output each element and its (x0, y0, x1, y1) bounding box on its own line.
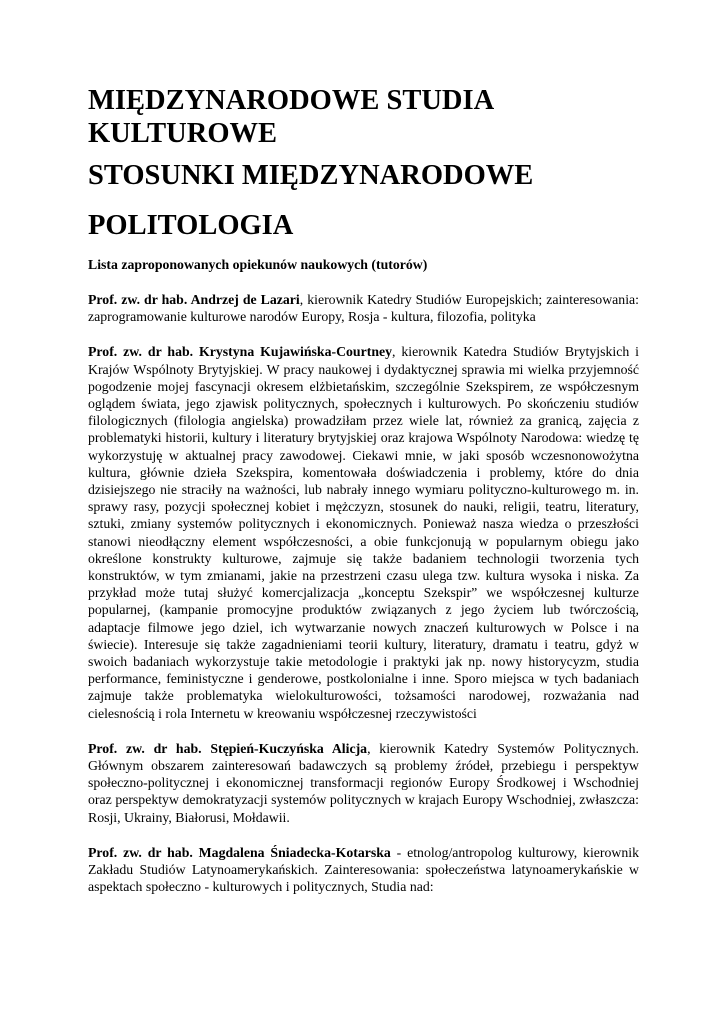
heading-international-relations: STOSUNKI MIĘDZYNARODOWE (88, 160, 534, 191)
tutor-name: Prof. zw. dr hab. Magdalena Śniadecka-Kotarska (88, 844, 391, 860)
tutors-list-title: Lista zaproponowanych opiekunów naukowych (tutorów) (88, 257, 428, 272)
tutor-entry-de-lazari (88, 291, 639, 325)
tutor-name: Prof. zw. dr hab. Krystyna Kujawińska-Courtney (88, 344, 393, 360)
tutor-name: Prof. zw. dr hab. Stępień-Kuczyńska Alicja (88, 740, 368, 756)
tutor-name: Prof. zw. dr hab. Andrzej de Lazari (88, 292, 300, 307)
tutor-entry-sniadecka-kotarska (88, 844, 639, 896)
tutor-entry-stepien-kuczynska (88, 740, 639, 826)
tutor-entry-kujawinska-courtney (88, 343, 639, 721)
heading-political-science: POLITOLOGIA (88, 210, 294, 241)
tutor-description: , kierownik Katedry Systemów Politycznych. Głównym obszarem zainteresowań badawczych są problemy źródeł, przebiegu i perspektyw społeczno-politycznej i ekonomicznej transformacji regionów Europy Środkowej i Wschodniej oraz perspektyw demokratyzacji systemów politycznych w krajach Europy Wschodniej, zwłaszcza: Rosji, Ukrainy, Białorusi, Mołdawii. (88, 740, 639, 825)
tutor-description: - etnolog/antropolog kulturowy, kierownik Zakładu Studiów Latynoamerykańskich. Zainteresowania: społeczeństwa latynoamerykańskie w aspektach społeczno - kulturowych i politycznych, Studia nad: (88, 844, 639, 895)
heading-international-cultural-studies: MIĘDZYNARODOWE STUDIA KULTUROWE (88, 85, 493, 149)
tutor-description: , kierownik Katedry Studiów Europejskich; zainteresowania: zaprogramowanie kulturowe narodów Europy, Rosja - kultura, filozofia, polityka (88, 292, 639, 325)
tutor-description: , kierownik Katedra Studiów Brytyjskich i Krajów Wspólnoty Brytyjskiej. W pracy naukowej i dydaktycznej sprawia mi wielka przyjemność pogodzenie mojej fascynacji okresem elżbietańskim, szczególnie Szekspirem, ze współczesnym oglądem świata, jego zjawisk politycznych, społecznych i kulturowych. Po skończeniu studiów filologicznych (filologia angielska) prowadziłam przez wiele lat, również za granicą, zajęcia z problematyki historii, kultury i literatury brytyjskiej oraz krajowa Wspólnoty Narodowa: wiedzę tę wykorzystuję w aktualnej pracy zawodowej. Ciekawi mnie, w jaki sposób wczesnonowożytna kultura, głównie dzieła Szekspira, komentowała doświadczenia i problemy, które do dnia dzisiejszego nie straciły na ważności, lub nabrały innego wymiaru polityczno-kulturowego m. in. sprawy rasy, pozycji społecznej kobiet i mężczyzn, stosunek do nauki, religii, teatru, literatury, sztuki, zmiany systemów politycznych i ekonomicznych. Ponieważ nasza wiedza o przeszłości stanowi nieodłączny element współczesności, a obie funkcjonują w popularnym obiegu jako określone konstrukty kulturowe, zajmuje się także badaniem technologii tworzenia tych konstruktów, w tym zmianami, jakie na przestrzeni czasu ulega tzw. kultura wysoka i niska. Za przykład może tutaj służyć komercjalizacja „konceptu Szekspir” we współczesnej kulturze popularnej, (kampanie promocyjne produktów związanych z jego życiem lub twórczością, adaptacje filmowe jego dziel, ich wytwarzanie nowych znaczeń kulturowych w Polsce i na świecie). Interesuje się także zagadnieniami teorii kultury, literatury, dramatu i teatru, gdyż w swoich badaniach wykorzystuje takie metodologie i praktyki jak np. nowy historycyzm, studia performance, feministyczne i genderowe, postkolonialne i inne. Sporo miejsca w tych badaniach zajmuje także problematyka wielokulturowości, tożsamości narodowej, rozważania nad cielesnością i rola Internetu w kreowaniu współczesnej rzeczywistości (88, 344, 639, 721)
document-page (88, 84, 639, 896)
